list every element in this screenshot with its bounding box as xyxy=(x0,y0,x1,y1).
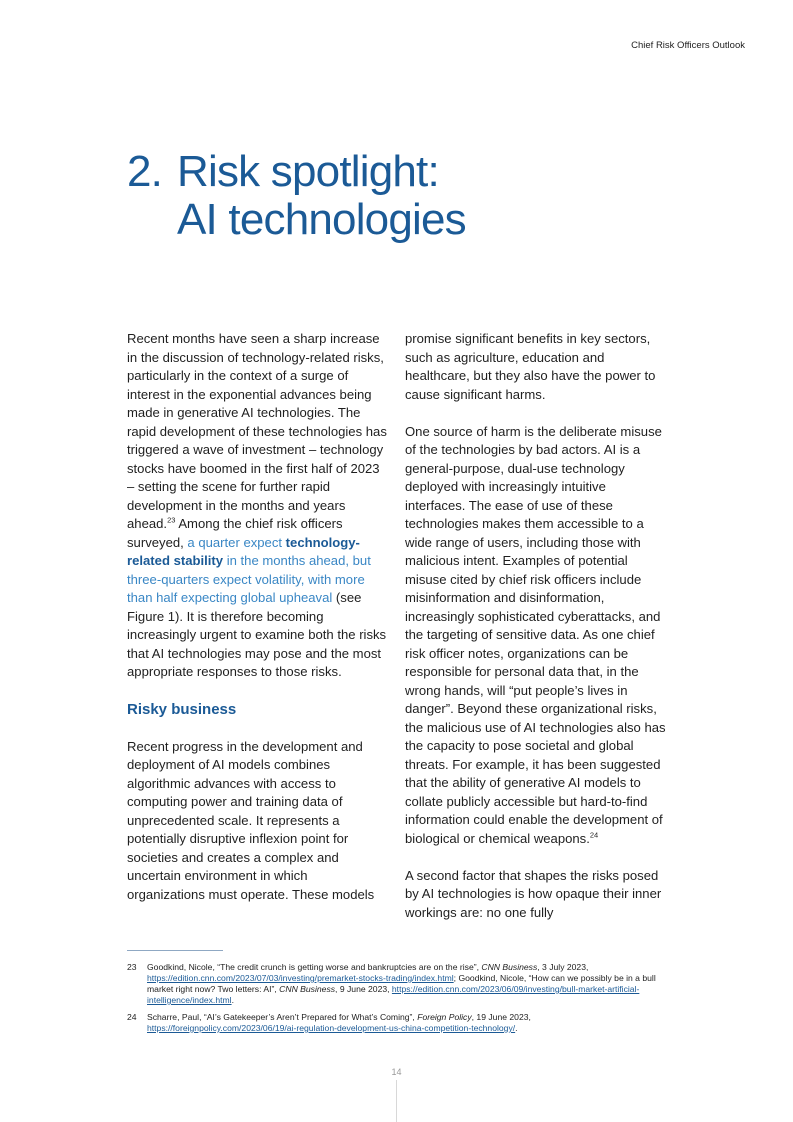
fn-text-part: ; Goodkind, Nicole, “How can we possibly be in a bull market right now? Two letters: AI”, xyxy=(147,973,656,994)
benefits-paragraph: promise significant benefits in key sectors, such as agriculture, education and healthcare, but they also have the power to cause significant harms. xyxy=(405,331,656,402)
footnote-link[interactable]: https://edition.cnn.com/2023/07/03/investing/premarket-stocks-trading/index.html xyxy=(147,973,454,983)
fn-text-part: Scharre, Paul, “AI’s Gatekeeper’s Aren’t Prepared for What’s Coming”, xyxy=(147,1012,418,1022)
intro-text-cont: Among the chief risk officers surveyed, xyxy=(127,516,343,550)
footnote-link[interactable]: https://edition.cnn.com/2023/06/09/investing/bull-market-artificial-intelligence/index.html xyxy=(147,984,640,1005)
fn-text-part: , 3 July 2023, xyxy=(537,962,589,972)
chapter-title xyxy=(127,148,466,244)
fn-text-part: Goodkind, Nicole, “The credit crunch is getting worse and bankruptcies are on the rise”, xyxy=(147,962,482,972)
footnote-text xyxy=(147,1012,667,1034)
fn-text-part: . xyxy=(515,1023,518,1033)
fn-text-part: , 9 June 2023, xyxy=(335,984,392,994)
intro-text: Recent months have seen a sharp increase in the discussion of technology-related risks, particularly in the context of a surge of interest in the exponential advances being made in generative AI technologies. The rapid development of these technologies has triggered a wave of investment – technology stocks have boomed in the first half of 2023 – setting the scene for further rapid development in the months and years ahead. xyxy=(127,331,387,531)
footnote-divider xyxy=(127,950,223,951)
highlight-bold: technology-related stability xyxy=(127,534,360,568)
misuse-paragraph xyxy=(405,423,667,849)
footnote-number: 23 xyxy=(127,962,137,972)
intro-text-end: (see Figure 1). It is therefore becoming increasingly urgent to examine both the risks that AI technologies may pose and the most appropriate responses to those risks. xyxy=(127,590,387,679)
publication-name: CNN Business xyxy=(279,984,336,994)
right-column xyxy=(405,330,667,922)
highlight-text-1: a quarter expect xyxy=(187,534,286,550)
fn-text-part: . xyxy=(231,995,234,1005)
intro-paragraph xyxy=(127,330,389,682)
fn-text-part: , 19 June 2023, xyxy=(471,1012,531,1022)
footnotes xyxy=(127,962,667,1040)
opacity-paragraph: A second factor that shapes the risks posed by AI technologies is how opaque their inner workings are: no one fully xyxy=(405,867,662,920)
publication-name: Foreign Policy xyxy=(417,1012,472,1022)
chapter-title-line1: Risk spotlight: xyxy=(177,147,439,196)
footnote-24 xyxy=(127,1012,667,1034)
section-subheading: Risky business xyxy=(127,700,237,718)
misuse-text: One source of harm is the deliberate misuse of the technologies by bad actors. AI is a general-purpose, dual-use technology deployed with increasingly intuitive interfaces. The ease of use of these technologies makes them accessible to a wide range of users, including those with malicious intent. Examples of potential misuse cited by chief risk officers include misinformation and disinformation, increasingly sophisticated cyberattacks, and the targeting of sensitive data. As one chief risk officer notes, organizations can be responsible for personal data that, in the wrong hands, will “put people’s lives in danger”. Beyond these organizational risks, the malicious use of AI technologies also has the capacity to pose societal and global threats. For example, it has been suggested that the ability of generative AI models to collate publicly accessible but hard-to-find information could enable the development of biological or chemical weapons. xyxy=(405,423,666,846)
footnote-ref-23[interactable]: 23 xyxy=(167,515,176,525)
footnote-number: 24 xyxy=(127,1012,137,1022)
chapter-number: 2. xyxy=(127,147,163,196)
page-divider-line xyxy=(396,1080,397,1122)
chapter-title-line2: AI technologies xyxy=(177,195,466,244)
footnote-ref-24[interactable]: 24 xyxy=(589,830,599,840)
page-number: 14 xyxy=(391,1067,402,1077)
risky-business-paragraph: Recent progress in the development and deployment of AI models combines algorithmic advances with access to computing power and training data of unprecedented scale. It represents a potentially disruptive inflexion point for societies and creates a complex and uncertain environment in which organizations must operate. These models xyxy=(127,738,375,902)
publication-name: CNN Business xyxy=(481,962,538,972)
footnote-link[interactable]: https://foreignpolicy.com/2023/06/19/ai-regulation-development-us-china-competition-technology/ xyxy=(147,1023,516,1033)
footnote-text xyxy=(147,962,667,1006)
running-head: Chief Risk Officers Outlook xyxy=(631,40,745,51)
footnote-23 xyxy=(127,962,667,1006)
left-column xyxy=(127,330,389,904)
highlight-text-2: in the months ahead, but three-quarters expect volatility, with more than half expecting global upheaval xyxy=(127,553,371,605)
